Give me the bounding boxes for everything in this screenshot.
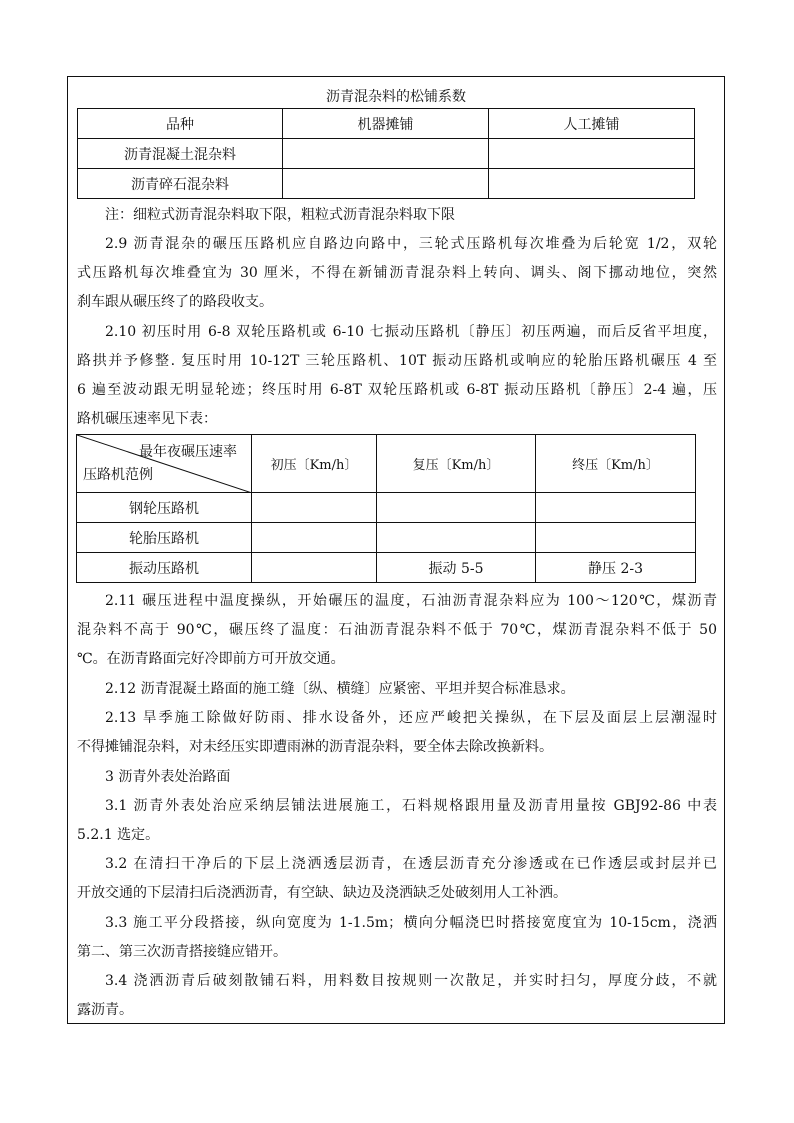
diagonal-bottom-label: 压路机范例	[83, 467, 153, 483]
text-line: 注：细粒式沥青混杂料取下限，粗粒式沥青混杂料取下限	[105, 207, 455, 223]
table-cell	[252, 523, 377, 553]
paragraph-2-12	[77, 675, 717, 704]
table-cell: 轮胎压路机	[77, 523, 252, 553]
table1-title: 沥青混杂料的松铺系数	[326, 89, 466, 105]
table-cell: 沥青混凝土混杂料	[78, 139, 283, 169]
header-cell: 品种	[78, 109, 283, 139]
table-cell: 振动压路机	[77, 553, 252, 583]
table-header-row	[77, 435, 696, 493]
text-line: 3.3 施工平分段搭接，纵向宽度为 1-1.5m；横向分幅浇巴时搭接宽度宜为 10-15cm，浇洒	[105, 915, 717, 931]
text-line: 第二、第三次沥青搭接缝应错开。	[77, 944, 287, 960]
table-cell	[536, 523, 696, 553]
text-line: 2.9 沥青混杂的碾压压路机应自路边向路中，三轮式压路机每次堆叠为后轮宽 1/2，双轮	[105, 236, 717, 252]
text-line: 混杂料不高于 90℃，碾压终了温度：石油沥青混杂料不低于 70℃，煤沥青混杂料不低于 50	[77, 622, 717, 638]
table-cell	[252, 553, 377, 583]
table-cell: 沥青碎石混杂料	[78, 169, 283, 199]
loose-coefficient-table	[77, 108, 695, 199]
text-line: 2.11 碾压进程中温度操纵，开始碾压的温度，石油沥青混杂料应为 100～120℃，煤沥青	[105, 593, 717, 609]
text-line: 2.12 沥青混凝土路面的施工缝〔纵、横缝〕应紧密、平坦并契合标准恳求。	[105, 681, 575, 697]
table-cell: 振动 5-5	[377, 553, 536, 583]
table-cell	[536, 493, 696, 523]
table-header-row	[78, 109, 695, 139]
paragraph-3-2	[77, 850, 717, 908]
header-cell: 机器摊铺	[283, 109, 489, 139]
header-cell: 初压〔Km/h〕	[252, 435, 377, 493]
text-line: 刹车跟从碾压终了的路段收支。	[77, 294, 273, 310]
table-row	[78, 169, 695, 199]
diagonal-header-cell	[77, 435, 252, 493]
paragraph-2-9	[77, 230, 717, 317]
text-line: 露沥青。	[77, 1002, 133, 1018]
roller-speed-table	[76, 434, 696, 583]
table-row	[77, 523, 696, 553]
paragraph-3-3	[77, 909, 717, 967]
table-row	[77, 553, 696, 583]
text-line: 3.2 在清扫干净后的下层上浇洒透层沥青，在透层沥青充分渗透或在已作透层或封层并已	[105, 856, 717, 872]
diagonal-top-label: 最年夜碾压速率	[139, 444, 237, 460]
text-line: ℃。在沥青路面完好冷即前方可开放交通。	[77, 651, 345, 667]
table-cell: 钢轮压路机	[77, 493, 252, 523]
table-cell	[377, 493, 536, 523]
document-frame	[67, 76, 725, 1024]
text-line: 2.10 初压时用 6-8 双轮压路机或 6-10 七振动压路机〔静压〕初压两遍，而后反省平坦度，	[105, 324, 717, 340]
text-line: 6 遍至波动跟无明显轮迹；终压时用 6-8T 双轮压路机或 6-8T 振动压路机〔静压〕2-4 遍，压	[77, 382, 717, 398]
text-line: 3.4 浇洒沥青后破刻散铺石料，用料数目按规则一次散足，并实时扫匀，厚度分歧，不就	[105, 973, 717, 989]
table-cell	[489, 169, 695, 199]
table-cell	[283, 169, 489, 199]
section-3-heading	[77, 763, 717, 792]
text-line: 3.1 沥青外表处治应采纳层铺法进展施工，石料规格跟用量及沥青用量按 GBJ92-86 中表	[105, 798, 717, 814]
table-row	[77, 493, 696, 523]
header-cell: 终压〔Km/h〕	[536, 435, 696, 493]
paragraph-3-1	[77, 792, 717, 850]
paragraph-2-10	[77, 318, 717, 434]
text-line: 开放交通的下层清扫后浇洒沥青，有空缺、缺边及浇洒缺乏处破刻用人工补洒。	[77, 885, 567, 901]
text-line: 5.2.1 选定。	[77, 827, 160, 843]
text-line: 路机碾压速率见下表：	[77, 411, 217, 427]
text-line: 路拱并予修整. 复压时用 10-12T 三轮压路机、10T 振动压路机或响应的轮胎压路机碾压 4 至	[77, 353, 717, 369]
table-cell	[489, 139, 695, 169]
text-line: 式压路机每次堆叠宜为 30 厘米，不得在新铺沥青混杂料上转向、调头、阁下挪动地位，突然	[77, 265, 717, 281]
paragraph-2-13	[77, 704, 717, 762]
text-line: 2.13 旱季施工除做好防雨、排水设备外，还应严峻把关操纵，在下层及面层上层潮湿时	[105, 710, 717, 726]
paragraph-3-4	[77, 967, 717, 1025]
table-row	[78, 139, 695, 169]
paragraph-2-11	[77, 587, 717, 674]
table-cell: 静压 2-3	[536, 553, 696, 583]
header-cell: 复压〔Km/h〕	[377, 435, 536, 493]
text-line: 不得摊铺混杂料，对未经压实即遭雨淋的沥青混杂料，要全体去除改换新料。	[77, 739, 553, 755]
note-paragraph	[77, 201, 717, 230]
table-cell	[252, 493, 377, 523]
table-cell	[377, 523, 536, 553]
table-cell	[283, 139, 489, 169]
header-cell: 人工摊铺	[489, 109, 695, 139]
text-line: 3 沥青外表处治路面	[105, 769, 231, 785]
